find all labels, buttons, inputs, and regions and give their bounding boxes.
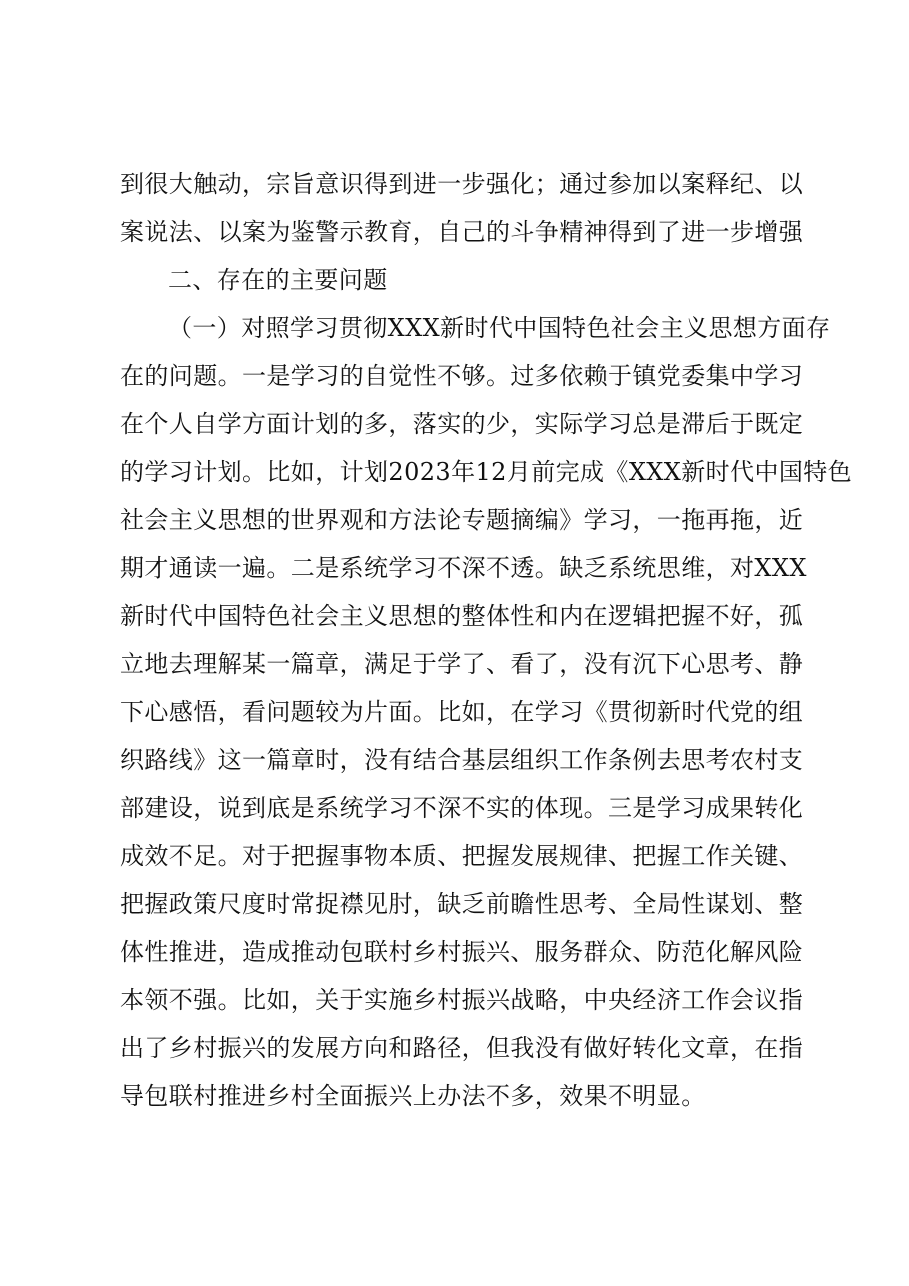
paragraph-line-2: 案说法、以案为鉴警示教育，自己的斗争精神得到了进一步增强 (120, 218, 804, 246)
paragraph-line-5: 在的问题。一是学习的自觉性不够。过多依赖于镇党委集中学习 (120, 362, 804, 390)
paragraph-line-18: 本领不强。比如，关于实施乡村振兴战略，中央经济工作会议指 (120, 986, 804, 1014)
paragraph-line-11: 立地去理解某一篇章，满足于学了、看了，没有沉下心思考、静 (120, 650, 804, 678)
paragraph-line-10: 新时代中国特色社会主义思想的整体性和内在逻辑把握不好，孤 (120, 602, 804, 630)
paragraph-line-17: 体性推进，造成推动包联村乡村振兴、服务群众、防范化解风险 (120, 938, 804, 966)
section-heading: 二、存在的主要问题 (168, 266, 388, 294)
paragraph-line-20: 导包联村推进乡村全面振兴上办法不多，效果不明显。 (120, 1082, 706, 1110)
paragraph-line-7: 的学习计划。比如，计划2023年12月前完成《XXX新时代中国特色 (120, 458, 853, 486)
paragraph-line-14: 部建设，说到底是系统学习不深不实的体现。三是学习成果转化 (120, 794, 804, 822)
paragraph-line-19: 出了乡村振兴的发展方向和路径，但我没有做好转化文章，在指 (120, 1034, 804, 1062)
paragraph-line-1: 到很大触动，宗旨意识得到进一步强化；通过参加以案释纪、以 (120, 170, 804, 198)
paragraph-line-9: 期才通读一遍。二是系统学习不深不透。缺乏系统思维，对XXX (120, 554, 807, 582)
paragraph-line-6: 在个人自学方面计划的多，落实的少，实际学习总是滞后于既定 (120, 410, 804, 438)
paragraph-line-16: 把握政策尺度时常捉襟见肘，缺乏前瞻性思考、全局性谋划、整 (120, 890, 804, 918)
paragraph-line-13: 织路线》这一篇章时，没有结合基层组织工作条例去思考农村支 (120, 746, 804, 774)
paragraph-line-12: 下心感悟，看问题较为片面。比如，在学习《贯彻新时代党的组 (120, 698, 804, 726)
paragraph-line-8: 社会主义思想的世界观和方法论专题摘编》学习，一拖再拖，近 (120, 506, 804, 534)
subsection-heading-line: （一）对照学习贯彻XXX新时代中国特色社会主义思想方面存 (168, 314, 831, 342)
paragraph-line-15: 成效不足。对于把握事物本质、把握发展规律、把握工作关键、 (120, 842, 804, 870)
